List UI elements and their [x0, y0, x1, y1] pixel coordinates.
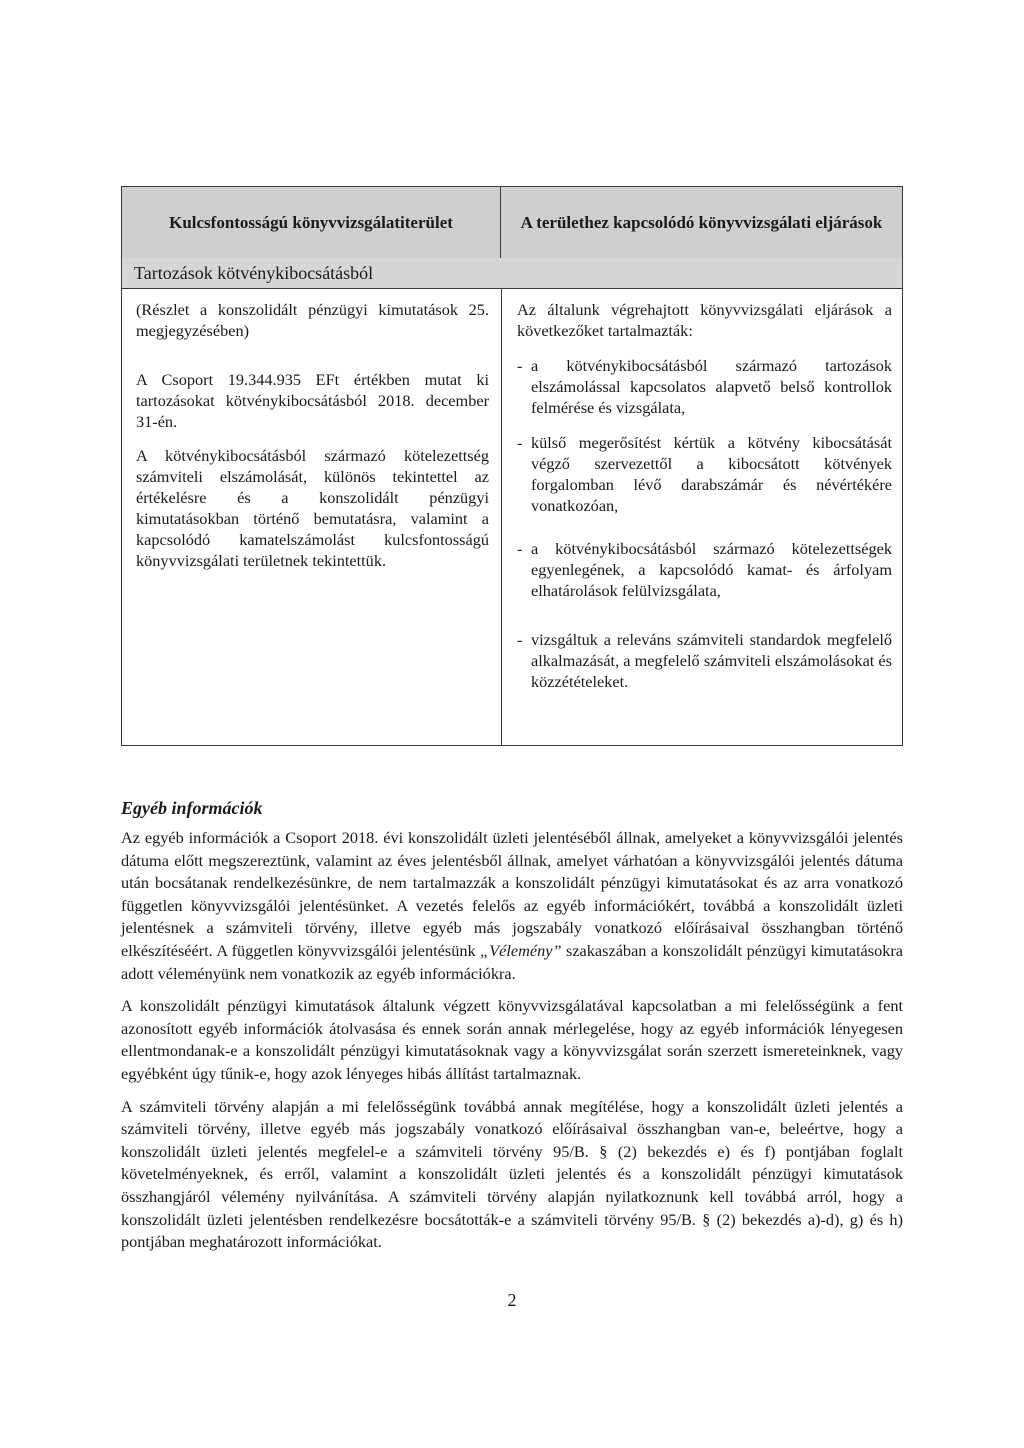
- audit-procedures-cell: [517, 299, 892, 692]
- dash-marker: -: [517, 630, 523, 649]
- paragraph: A számviteli törvény alapján a mi felelősségünk továbbá annak megítélése, hogy a konszolidált üzleti jelentés a számviteli törvény, illetve egyéb más jogszabály vonatkozó előírásaival összhangban van-e, beleértve, hogy a konszolidált üzleti jelentés megfelel-e a számviteli törvény 95/B. § (2) bekezdés e) és f) pontjában foglalt követelményeknek, és erről, valamint a konszolidált üzleti jelentés és a konszolidált pénzügyi kimutatások összhangjáról vélemény nyilvánítása. A számviteli törvény alapján nyilatkoznunk kell továbbá arról, hogy a konszolidált üzleti jelentésben rendelkezésre bocsátották-e a számviteli törvény 95/B. § (2) bekezdés a)-d), g) és h) pontjában meghatározott információkat.: [121, 1096, 903, 1252]
- procedure-text: külső megerősítést kértük a kötvény kibocsátását végző szervezettől a kibocsátott kötvények forgalomban lévő darabszámár és névértékére vonatkozóan,: [531, 433, 892, 515]
- header-key-audit-area: Kulcsfontosságú könyvvizsgálatiterület: [122, 187, 501, 258]
- procedure-item: [517, 538, 892, 601]
- other-information-body: [121, 827, 903, 1264]
- key-audit-matters-table: [121, 186, 903, 746]
- procedure-item: [517, 432, 892, 516]
- dash-marker: -: [517, 356, 523, 375]
- key-matter-description: A kötvénykibocsátásból származó kötelezettség számviteli elszámolását, különös tekintettel az értékelésre és a konszolidált pénzügyi kimutatásokban történő bemutatásra, valamint a kapcsolódó kamatelszámolást kulcsfontosságú könyvvizsgálati területnek tekintettük.: [136, 446, 489, 570]
- procedure-text: a kötvénykibocsátásból származó tartozások elszámolással kapcsolatos alapvető belső kontrollok felmérése és vizsgálata,: [531, 356, 892, 417]
- section-heading-other-information: Egyéb információk: [121, 798, 263, 818]
- key-audit-area-cell: [136, 299, 489, 571]
- section-title-row: Tartozások kötvénykibocsátásból: [122, 258, 902, 289]
- opinion-section-quote: „Vélemény”: [480, 940, 562, 960]
- procedure-item: [517, 355, 892, 418]
- column-divider: [501, 289, 502, 745]
- paragraph: [121, 827, 903, 985]
- paragraph-text: szakaszában a konszolidált pénzügyi kimutatásokra adott véleményünk nem vonatkozik az egyéb információkra.: [121, 940, 904, 983]
- procedure-text: a kötvénykibocsátásból származó kötelezettségek egyenlegének, a kapcsolódó kamat- és árfolyam elhatárolások felülvizsgálata,: [531, 539, 892, 600]
- note-reference: (Részlet a konszolidált pénzügyi kimutatások 25. megjegyzésében): [136, 300, 489, 340]
- paragraph-text: Az egyéb információk a Csoport 2018. évi konszolidált üzleti jelentéséből állnak, amelyeket a könyvvizsgálói jelentés dátuma előtt megszereztünk, valamint az éves jelentésből állnak, amelyet várhatóan a könyvvizsgálói jelentés dátuma után bocsátanak rendelkezésünkre, de nem tartalmazzák a konszolidált pénzügyi kimutatásokat és az arra vonatkozó független könyvvizsgálói jelentésünket. A vezetés felelős az egyéb információkért, továbbá a konszolidált üzleti jelentésnek a számviteli törvény, illetve egyéb más jogszabály vonatkozó előírásaival összhangban történő elkészítéséért. A független könyvvizsgálói jelentésünk: [121, 828, 903, 960]
- procedures-intro: Az általunk végrehajtott könyvvizsgálati eljárások a következőket tartalmazták:: [517, 300, 892, 340]
- bond-liabilities-amount: A Csoport 19.344.935 EFt értékben mutat ki tartozásokat kötvénykibocsátásból 2018. december 31-én.: [136, 370, 489, 431]
- header-audit-procedures: A területhez kapcsolódó könyvvizsgálati eljárások: [520, 213, 883, 232]
- dash-marker: -: [517, 539, 523, 558]
- page-number: 2: [507, 1290, 517, 1310]
- procedure-item: [517, 629, 892, 692]
- table-header-row: [122, 187, 902, 259]
- procedure-text: vizsgáltuk a releváns számviteli standardok megfelelő alkalmazását, a megfelelő számviteli elszámolásokat és közzétételeket.: [531, 630, 892, 691]
- paragraph: A konszolidált pénzügyi kimutatások általunk végzett könyvvizsgálatával kapcsolatban a mi felelősségünk a fent azonosított egyéb információk átolvasása és ennek során annak mérlegelése, hogy az egyéb információk lényegesen ellentmondanak-e a konszolidált pénzügyi kimutatásoknak vagy a könyvvizsgálat során szerzett ismereteinknek, vagy egyébként úgy tűnik-e, hogy azok lényeges hibás állítást tartalmaznak.: [121, 996, 903, 1083]
- dash-marker: -: [517, 433, 523, 452]
